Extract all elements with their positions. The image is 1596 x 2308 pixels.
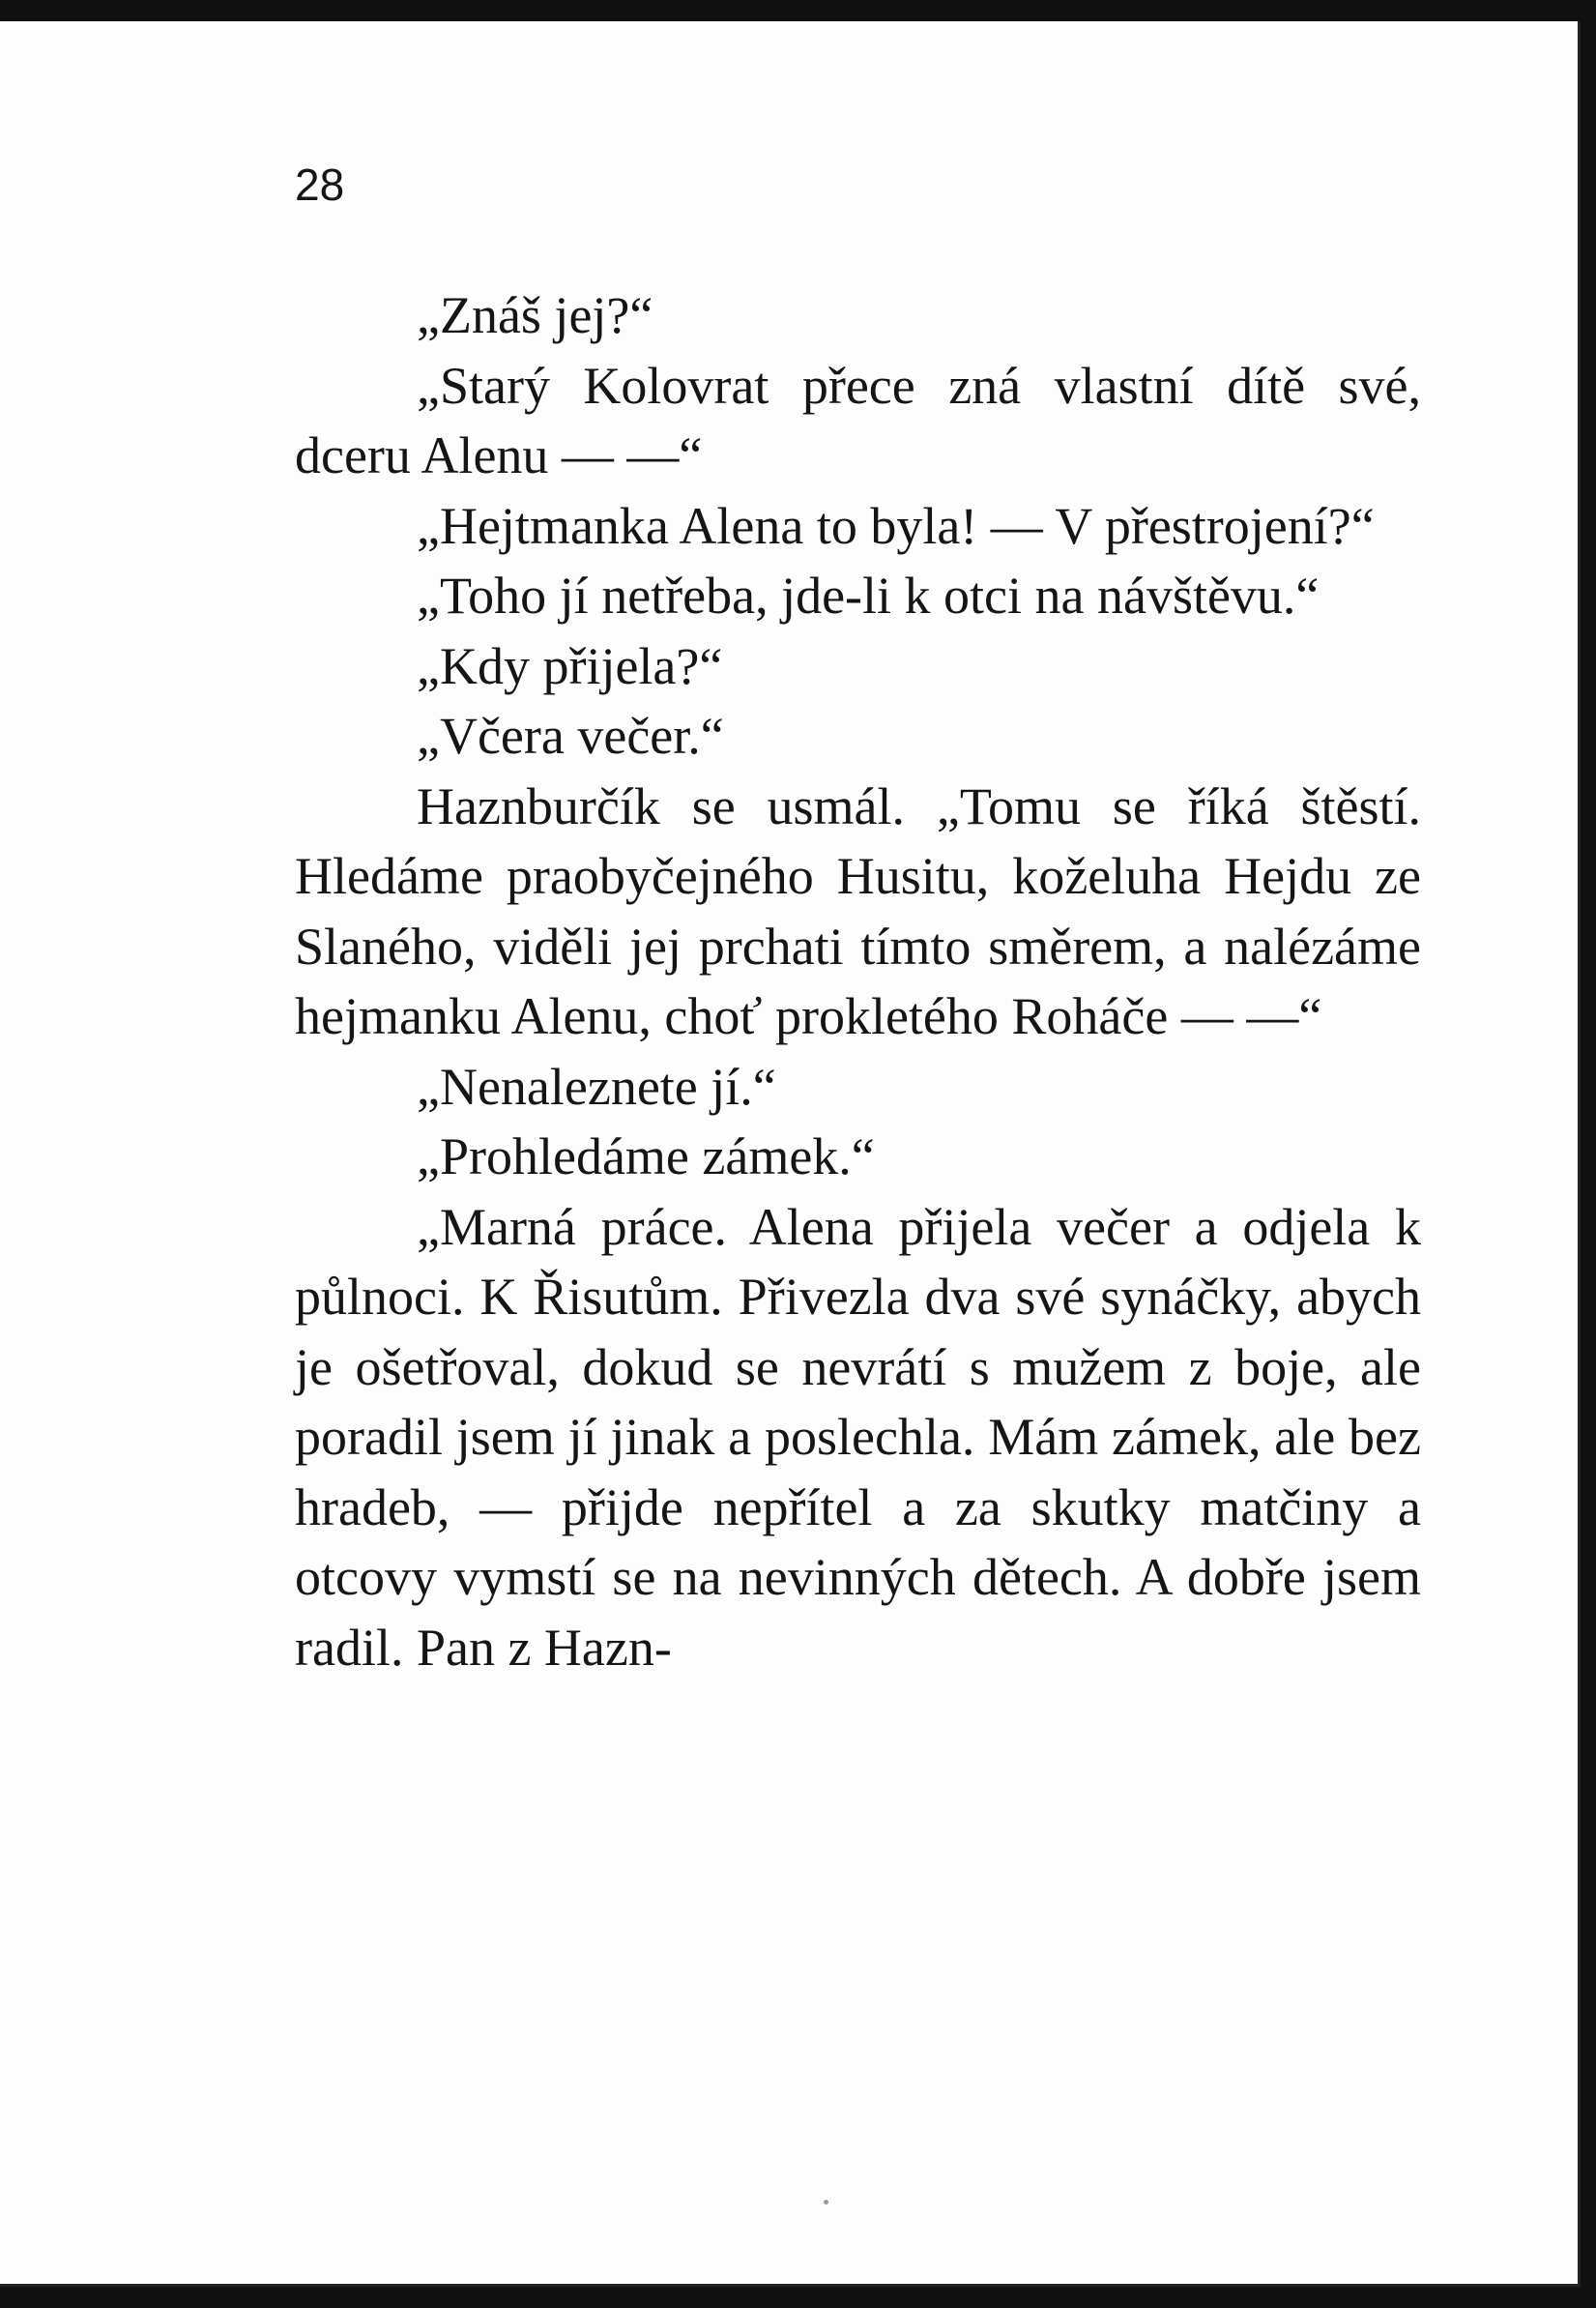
paragraph: „Toho jí netřeba, jde-li k otci na návštěvu.“: [417, 567, 1320, 625]
paragraph: „Marná práce. Alena přijela večer a odjela k půlnoci. K Řisutům. Přivezla dva své synáčky, abych je ošetřoval, dokud se nevrátí s mužem z boje, ale poradil jsem jí jinak a poslechla. Mám zámek, ale bez hradeb, — přijde nepřítel a za skutky matčiny a otcovy vymstí se na nevinných dětech. A dobře jsem radil. Pan z Hazn-: [295, 1197, 1421, 1677]
body-text: [295, 280, 1421, 1682]
paragraph: „Nenaleznete jí.“: [417, 1057, 776, 1116]
paragraph: „Kdy přijela?“: [417, 636, 723, 695]
paragraph: „Prohledáme zámek.“: [417, 1127, 875, 1185]
paragraph: „Znáš jej?“: [417, 286, 653, 344]
paragraph: Haznburčík se usmál. „Tomu se říká štěstí. Hledáme praobyčejného Husitu, koželuha Hejdu ze Slaného, viděli jej prchati tímto směrem, a nalézáme hejmanku Alenu, choť prokletého Roháče — —“: [295, 776, 1421, 1045]
paragraph: „Starý Kolovrat přece zná vlastní dítě své, dceru Alenu — —“: [295, 356, 1421, 484]
page-number: 28: [295, 160, 345, 210]
paragraph: „Včera večer.“: [417, 707, 724, 765]
book-page: [0, 21, 1581, 2287]
print-speck: [824, 2200, 828, 2205]
paragraph: „Hejtmanka Alena to byla! — V přestrojení?“: [417, 496, 1375, 555]
